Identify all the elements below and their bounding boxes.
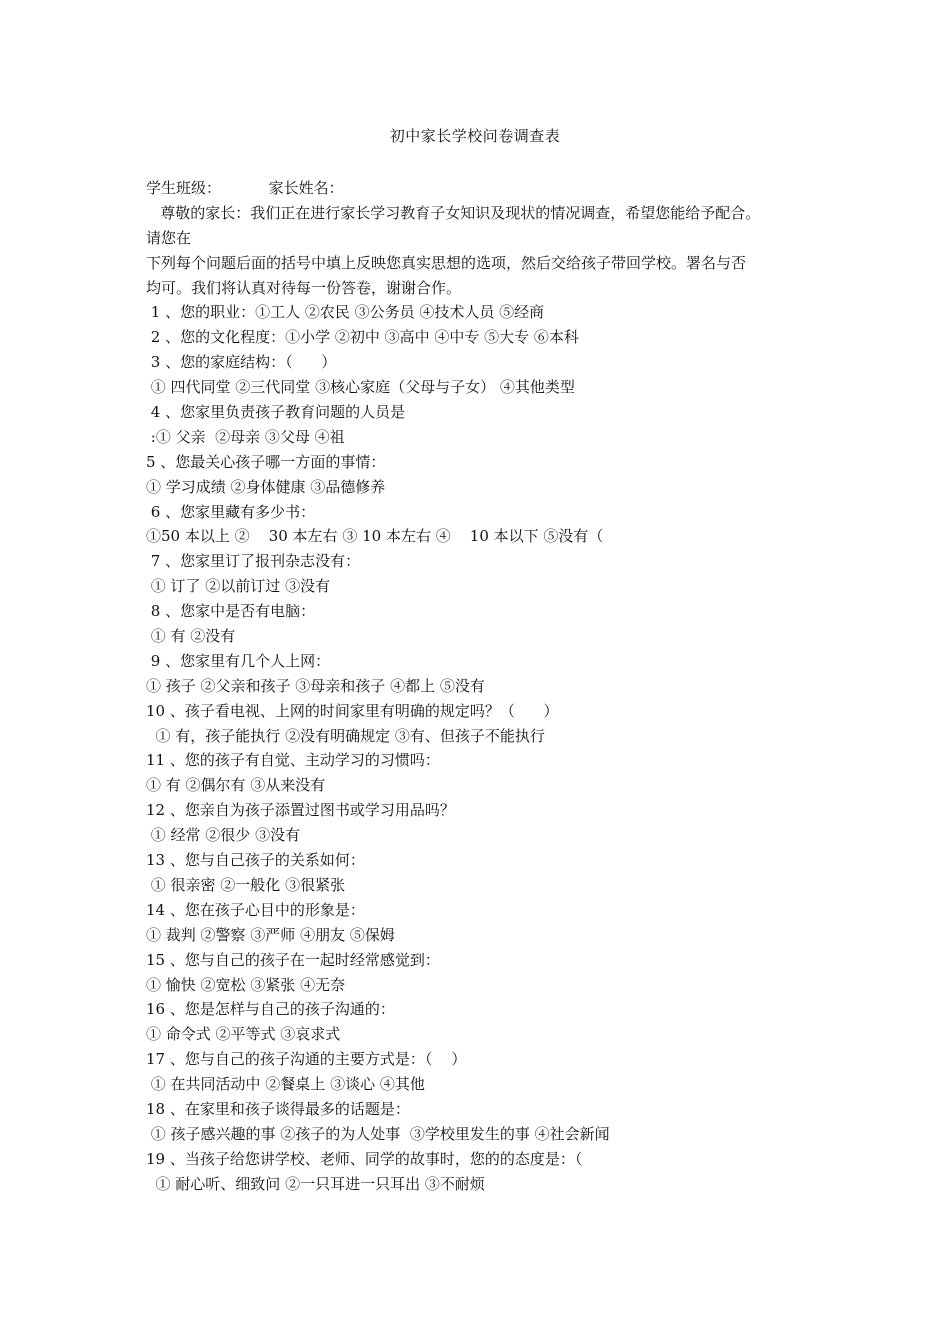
question-14: 14 、您在孩子心目中的形象是： bbox=[146, 900, 365, 919]
question-5: 5 、您最关心孩子哪一方面的事情： bbox=[146, 452, 386, 471]
question-7-options: ① 订了 ②以前订过 ③没有 bbox=[146, 577, 331, 596]
question-6: 6 、您家里藏有多少书： bbox=[146, 502, 316, 521]
question-10: 10 、孩子看电视、上网的时间家里有明确的规定吗？（ ） bbox=[146, 701, 559, 720]
question-19: 19 、当孩子给您讲学校、老师、同学的故事时，您的的态度是：（ bbox=[146, 1149, 583, 1168]
question-17: 17 、您与自己的孩子沟通的主要方式是：（ ） bbox=[146, 1050, 467, 1069]
question-4-options: :① 父亲 ②母亲 ③父母 ④祖 bbox=[146, 427, 345, 446]
question-13-options: ① 很亲密 ②一般化 ③很紧张 bbox=[146, 875, 346, 894]
question-17-options: ① 在共同活动中 ②餐桌上 ③谈心 ④其他 bbox=[146, 1075, 425, 1094]
question-13: 13 、您与自己孩子的关系如何： bbox=[146, 851, 365, 870]
question-16: 16 、您是怎样与自己的孩子沟通的： bbox=[146, 1000, 395, 1019]
question-16-options: ① 命令式 ②平等式 ③哀求式 bbox=[146, 1025, 341, 1044]
question-3-options: ① 四代同堂 ②三代同堂 ③核心家庭（父母与子女） ④其他类型 bbox=[146, 378, 575, 397]
question-6-options: ①50 本以上 ② 30 本左右 ③ 10 本左右 ④ 10 本以下 ⑤没有（ bbox=[146, 527, 604, 546]
question-9: 9 、您家里有几个人上网： bbox=[146, 651, 331, 670]
document-title: 初中家长学校问卷调查表 bbox=[389, 127, 561, 145]
question-12-options: ① 经常 ②很少 ③没有 bbox=[146, 826, 301, 845]
question-5-options: ① 学习成绩 ②身体健康 ③品德修养 bbox=[146, 477, 386, 496]
question-14-options: ① 裁判 ②警察 ③严师 ④朋友 ⑤保姆 bbox=[146, 925, 395, 944]
question-7: 7 、您家里订了报刊杂志没有： bbox=[146, 552, 361, 571]
question-2: 2 、您的文化程度：①小学 ②初中 ③高中 ④中专 ⑤大专 ⑥本科 bbox=[146, 328, 579, 347]
question-19-options: ① 耐心听、细致问 ②一只耳进一只耳出 ③不耐烦 bbox=[146, 1174, 485, 1193]
question-12: 12 、您亲自为孩子添置过图书或学习用品吗？ bbox=[146, 801, 455, 820]
questionnaire-body bbox=[146, 176, 826, 1197]
question-18: 18 、在家里和孩子谈得最多的话题是： bbox=[146, 1099, 410, 1118]
question-1: 1 、您的职业：①工人 ②农民 ③公务员 ④技术人员 ⑤经商 bbox=[146, 303, 545, 322]
intro-line-3: 下列每个问题后面的括号中填上反映您真实思想的选项，然后交给孩子带回学校。署名与否 bbox=[146, 253, 747, 272]
question-9-options: ① 孩子 ②父亲和孩子 ③母亲和孩子 ④都上 ⑤没有 bbox=[146, 676, 485, 695]
intro-line-1: 尊敬的家长：我们正在进行家长学习教育子女知识及现状的情况调查，希望您能给予配合。 bbox=[146, 203, 761, 222]
intro-line-4: 均可。我们将认真对待每一份答卷，谢谢合作。 bbox=[146, 278, 462, 297]
question-15-options: ① 愉快 ②宽松 ③紧张 ④无奈 bbox=[146, 975, 346, 994]
question-10-options: ① 有，孩子能执行 ②没有明确规定 ③有、但孩子不能执行 bbox=[146, 726, 545, 745]
intro-line-2: 请您在 bbox=[146, 228, 192, 247]
question-11-options: ① 有 ②偶尔有 ③从来没有 bbox=[146, 776, 326, 795]
question-8: 8 、您家中是否有电脑： bbox=[146, 602, 316, 621]
question-4: 4 、您家里负责孩子教育问题的人员是 bbox=[146, 403, 406, 422]
question-8-options: ① 有 ②没有 bbox=[146, 627, 236, 646]
question-3: 3 、您的家庭结构：（ ） bbox=[146, 353, 337, 372]
class-name-line: 学生班级： 家长姓名： bbox=[146, 179, 344, 197]
question-15: 15 、您与自己的孩子在一起时经常感觉到： bbox=[146, 950, 440, 969]
question-11: 11 、您的孩子有自觉、主动学习的习惯吗： bbox=[146, 751, 440, 770]
question-18-options: ① 孩子感兴趣的事 ②孩子的为人处事 ③学校里发生的事 ④社会新闻 bbox=[146, 1124, 610, 1143]
